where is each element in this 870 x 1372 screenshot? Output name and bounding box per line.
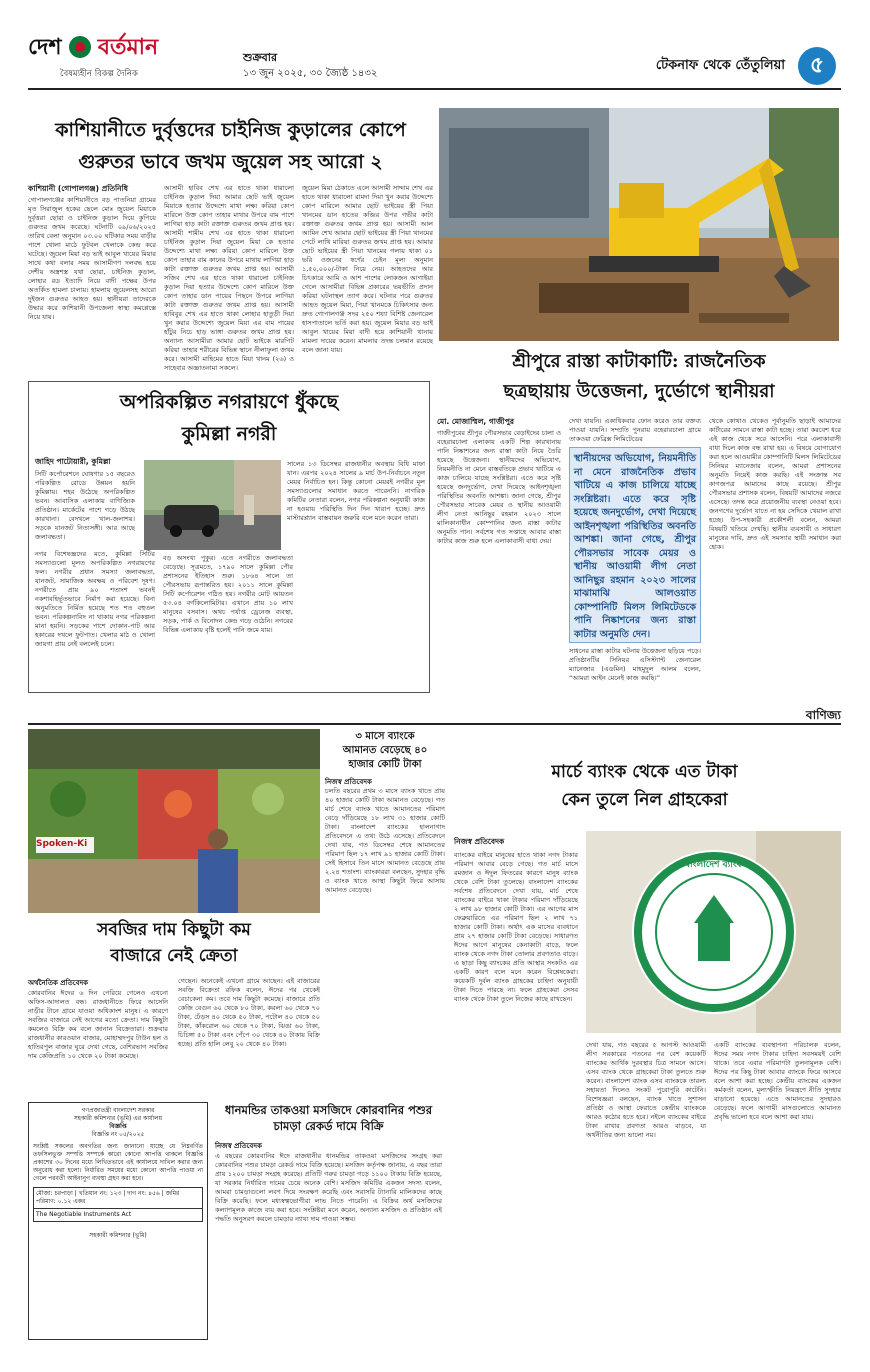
masthead-divider xyxy=(28,88,841,90)
public-notice xyxy=(28,1102,208,1340)
headline-line1: অপরিকল্পিত নগরায়ণে ধুঁকছে xyxy=(119,391,339,413)
body: এ বছরের কোরবানির ঈদে রাজধানীর ধানমন্ডির তাকওয়া মসজিদের সংগ্রহ করা কোরবানির পশুর চামড়া রেকর্ড দামে বিক্রি হয়েছে। মসজিদ কর্তৃপক্ষ জানায়, এ বছর তারা প্রায় ১২০০ চামড়া সংগ্রহ করেছে। প্রতিটি গরুর চামড়া গড়ে ১১০০ টাকায় বিক্রি হয়েছে, যা সরকার নির্ধারিত দামের চেয়ে অনেক বেশি। মসজিদ কমিটির একজন সদস্য বলেন, আমরা চামড়াগুলো লবণ দিয়ে সংরক্ষণ করেছি এবং সরাসরি ট্যানারি মালিকদের কাছে বিক্রি করেছি। ফলে মধ্যস্বত্বভোগীরা লাভ নিতে পারেনি। এ বিক্রির অর্থ মসজিদের কল্যাণমূলক কাজে ব্যয় করা হবে। সংশ্লিষ্টরা মনে করেন, অন্যান্য মসজিদ ও প্রতিষ্ঠান এই পদ্ধতি অনুসরণ করলে চামড়ার ন্যায্য দাম পাওয়া সম্ভব। xyxy=(215,1152,442,1223)
issue-date: ১৩ জুন ২০২৫, ৩০ জ্যৈষ্ঠ ১৪৩২ xyxy=(243,68,378,79)
notice-table xyxy=(33,1187,203,1222)
byline: অর্থনৈতিক প্রতিবেদক xyxy=(28,979,89,987)
tagline: বৈষম্যহীন বিকল্প দৈনিক xyxy=(60,69,138,79)
headline-line1: মার্চে ব্যাংক থেকে এত টাকা xyxy=(551,762,738,782)
notice-line-2: সহকারী কমিশনার (ভূমি) এর কার্যালয় xyxy=(73,1115,163,1122)
notice-table-row: মৌজা: চরপাড়া | খতিয়ান নং: ১২৩ | দাগ নং: ৪৫৬ | জমির পরিমাণ: ০.১২ একর xyxy=(34,1188,202,1209)
story-comilla xyxy=(28,381,430,693)
notice-table-row: The Negotiable Instruments Act xyxy=(36,1211,132,1218)
notice-line-1: গণপ্রজাতন্ত্রী বাংলাদেশ সরকার xyxy=(81,1107,155,1114)
vegetable-market-scene xyxy=(28,729,320,913)
market-photo xyxy=(28,729,320,913)
page-number-badge xyxy=(798,47,836,85)
shop-signboard: Spoken-Ki xyxy=(36,839,88,849)
section-title: টেকনাফ থেকে তেঁতুলিয়া xyxy=(655,58,785,73)
column-2: বড় অসংখ্য পুকুর। এতে নগরীতে জলাবদ্ধতা বেড়েছে। সূত্রমতে, ১৭৯০ সালে কুমিল্লা পৌর প্রশাসনের ইতিহাস শুরু। ১৮৬৪ সালে তা পৌরসভায় রূপান্তরিত হয়। ২০১১ সালে কুমিল্লা সিটি কর্পোরেশন গঠিত হয়। নগরীর মোট আয়তন ৫৩.০৪ বর্গকিলোমিটার। এখানে প্রায় ১০ লাখ মানুষের বসবাস। অথচ পর্যাপ্ত ড্রেনেজ ব্যবস্থা, সড়ক, পার্ক ও বিনোদন কেন্দ্র গড়ে ওঠেনি। নগরের বিভিন্ন এলাকায় বৃষ্টি হলেই পানি জমে যায়। xyxy=(163,554,293,634)
headline-line1: ৩ মাসে ব্যাংকে xyxy=(355,731,415,742)
headline-line2: বাজারে নেই ক্রেতা xyxy=(110,946,238,966)
headline: ধানমন্ডির তাকওয়া মসজিদে কোরবানির পশুর চামড়া রেকর্ড দামে বিক্রি xyxy=(224,1103,433,1133)
headline-line2: কেন তুলে নিল গ্রাহকেরা xyxy=(561,790,728,810)
column-3: একটি ব্যাংকের ব্যবস্থাপনা পরিচালক বলেন, ঈদের সময় নগদ টাকার চাহিদা সবসময়ই বেশি থাকে। তবে এবার পরিমাণটা তুলনামূলক বেশি। ঈদের পর কিছু টাকা আবার ব্যাংকে ফিরে আসবে বলে আশা করা হচ্ছে। কেন্দ্রীয় ব্যাংকের একজন কর্মকর্তা বলেন, মূল্যস্ফীতি নিয়ন্ত্রণে নীতি সুদহার বাড়ানো হয়েছে। এতে আমানতের সুদহারও বেড়েছে। ফলে আগামী মাসগুলোতে আমানত প্রবৃদ্ধি ভালো হবে বলে আশা করা যায়। xyxy=(714,1041,841,1121)
pullquote-box xyxy=(569,447,701,643)
notice-line-3: বিজ্ঞপ্তি xyxy=(109,1123,127,1130)
headline-line2: কুমিল্লা নগরী xyxy=(181,423,277,445)
section-label: বাণিজ্য xyxy=(805,708,841,722)
notice-line-4: বিজ্ঞপ্তি নং ০৫/২০২৫ xyxy=(91,1131,145,1138)
column-2: আসামী হাবিব শেখ এর হাতে থাকা ধারালো চাইনিজ কুড়াল দিয়া আমার ছোট ভাই জুয়েল মিয়াকে হত্যার উদ্দেশ্যে মাথা লক্ষ্য করিয়া কোপ মারিলে উক্ত কোপ তাহার মাথার উপরে বাম পাশে লাগিয়া হাড় কাটা রক্তাক্ত গুরুতর জখম প্রাপ্ত হয়। আসামী শামীম শেখ এর হাতে থাকা ধারালো চাইনিজ কুড়াল দিয়া জুয়েল মিয়া কে হত্যার উদ্দেশ্যে মাথা লক্ষ্য করিয়া কোপ মারিলে উক্ত কোপ তাহার বাম কানের উপরে মাথায় লাগিয়া হাড় কাটা রক্তাক্ত গুরুতর জখম প্রাপ্ত হয়। আসামী সজিব শেখ এর হাতে থাকা ধারালো চাইনিজ কুড়াল দিয়া হত্যার উদ্দেশ্যে কোপ মারিলে উক্ত কোপ তাহার ডান পায়ের পিছনে উপরে লাগিয়া কাটা রক্তাক্ত গুরুতর জখম প্রাপ্ত হয়। আসামী হাবিবুর শেখ এর হাতে থাকা লোহার হাতুড়ী দিয়া খুন করার উদ্দেশ্যে জুয়েল মিয়া এর বাম পায়ের হাঁটুর নিচে হাড় ভাঙ্গা গুরুতর জখম প্রাপ্ত হয়। অন্যান্য আসামীরা আমার ছোট ভাইকে মারপিট করিয়া তাহার শরীরের বিভিন্ন স্থানে নীলাফুলা জখম করে। আসামী মাহিমের হাতে মিয়া খানম (২৬) ও সাহেবার অজ্ঞাতনামা সকলে। xyxy=(164,184,294,372)
story-bank-withdrawal xyxy=(448,729,841,1370)
story-vegetable xyxy=(28,913,320,1093)
column-1-bottom: নগর বিশেষজ্ঞদের মতে, কুমিল্লা সিটির সমস্যাগুলো মূলত অপরিকল্পিত নগরায়ণের ফল। নগরীর প্রধান সমস্যা জলাবদ্ধতা, যানজট, সামাজিক অবক্ষয় ও পরিবেশ দূষণ। নগরীতে প্রায় ৯০ শতাংশ ভবনই নকশাবহির্ভূতভাবে নির্মাণ করা হয়েছে। বিনা অনুমতিতে নির্মিত হয়েছে শত শত বহুতল ভবন। পরিকল্পনাবিদ না থাকায় নগর পরিকল্পনা মানা হয়নি। সড়কের পাশে দোকান-পাট আর হকারের দখলে ফুটপাত। খেলার মাঠ ও খোলা জায়গা প্রায় নেই বললেই চলে। xyxy=(35,550,155,648)
headline-line2: ছত্রছায়ায় উত্তেজনা, দুর্ভোগে স্থানীয়রা xyxy=(503,381,775,402)
brand-left: দেশ xyxy=(28,34,62,60)
headline-line1: কাশিয়ানীতে দুর্বৃত্তদের চাইনিজ কুড়ালের কোপে xyxy=(55,119,406,141)
byline: নিজস্ব প্রতিবেদক xyxy=(325,778,372,786)
bank-logo-label: বাংলাদেশ ব্যাংক xyxy=(684,860,743,870)
column-1: গোপালগঞ্জের কাশিয়ানীতে বড় পাতনিয়া গ্রামের মৃত সিরাজুল হকের ছেলে মোঃ জুয়েল মিয়াকে দুর্বৃত্তরা ছোরা ও চাইনিজ কুড়াল দিয়ে কুপিয়ে গুরুতর জখম করেছে। ঘটনাটি ০৯/০৬/২০২৫ তারিখ বেলা অনুমান ০৩.০০ ঘটিকার সময় বাড়ীর পাশে খোলা মাঠে ফুটবল খেলাকে কেন্দ্র করে ঘটেছে। জুয়েল মিয়া বড় ভাই আবুল খায়ের মিয়ার সাথে কথা বলার সময় আসামীগণ দলবদ্ধ হয়ে দেশীয় অস্ত্রশস্ত্র যথা ছোরা, চাইনিজ কুড়াল, লোহার রড ইত্যাদি নিয়ে বাদী পক্ষের উপর অতর্কিত হামলা চালায়। হামলায় জুয়েলসহ আরো দুইজন গুরুতর আহত হয়। স্থানীয়রা তাদেরকে উদ্ধার করে কাশিয়ানী উপজেলা স্বাস্থ্য কমপ্লেক্সে নিয়ে যায়। xyxy=(28,196,156,321)
comilla-street-scene xyxy=(144,460,281,550)
excavator-scene xyxy=(439,108,839,341)
body: চলতি বছরের প্রথম ৩ মাসে ব্যাংক খাতে প্রায় ৪০ হাজার কোটি টাকা আমানত বেড়েছে। গত মার্চ শেষে ব্যাংক খাতে আমানতের পরিমাণ বেড়ে দাঁড়িয়েছে ১৮ লাখ ৩১ হাজার কোটি টাকা। বাংলাদেশ ব্যাংকের হালনাগাদ প্রতিবেদনে এ তথ্য উঠে এসেছে। প্রতিবেদনে দেখা যায়, গত ডিসেম্বর শেষে আমানতের পরিমাণ ছিল ১৭ লাখ ৯১ হাজার কোটি টাকা। সেই হিসাবে তিন মাসে আমানত বেড়েছে প্রায় ২.২৪ শতাংশ। ব্যাংকাররা বলছেন, সুদহার বৃদ্ধি ও ব্যাংক খাতে আস্থা কিছুটা ফিরে আসায় আমানত বেড়েছে। xyxy=(325,787,445,894)
pullquote: স্থানীয়দের অভিযোগ, নিয়মনীতি না মেনে রাজনৈতিক প্রভাব খাটিয়ে এ কাজ চালিয়ে যাচ্ছে সংশ্লিষ্টরা। এতে করে সৃষ্টি হয়েছে জনদুর্ভোগ, দেখা দিয়েছে আইনশৃঙ্খলা পরিস্থিতির অবনতি আশঙ্কা। জানা গেছে, শ্রীপুর পৌরসভার সাবেক মেয়র ও স্থানীয় আওয়ামী লীগ নেতা আনিছুর রহমান ২০২৩ সালের মাঝামাঝি আলওয়াত কোম্পানিটি মিলস লিমিটেডকে পানি নিষ্কাশনের জন্য রাস্তা কাটার অনুমতি দেন। xyxy=(574,453,696,640)
column-1: গাজীপুরের শ্রীপুর পৌরসভার বেড়াইদের চালা ও বহেরারচালা এলাকায় একটি শিল্প কারখানায় পানি নিষ্কাশনের জন্য রাস্তা কাটা নিয়ে তৈরি হয়েছে উত্তেজনা। স্থানীয়দের অভিযোগ, নিয়মনীতি না মেনে বাস্তবতিকে প্রভাব খাটিয়ে এ কাজ চালিয়ে যাচ্ছে সংশ্লিষ্টরা। এতে করে সৃষ্টি হয়েছে জনদুর্ভোগ, দেখা দিয়েছে আইনশৃঙ্খলা পরিস্থিতির অবনতি আশঙ্কা। জানা গেছে, শ্রীপুর পৌরসভার সাবেক মেয়র ও স্থানীয় আওয়ামী লীগ নেতা আনিছুর রহমান ২০২৩ সালে মালিকানাধীন কোম্পানির জন্য রাস্তা কাটার অনুমতি পান। সর্বশেষ গত সপ্তাহে আবার রাস্তা কাটার কাজ শুরু হলে এলাকাবাসী বাধা দেয়। xyxy=(437,429,561,545)
column-2-top: দেখা যায়নি। একাধিকবার ফোন করেও তার বক্তব্য পাওয়া যায়নি। সম্প্রতি পুনরায় বহেরারচালা গ্রামে তাকওয়া ফেব্রিক্স লিমিটেডের xyxy=(569,417,701,443)
emblem-icon xyxy=(69,36,91,58)
byline: নিজস্ব প্রতিবেদক xyxy=(454,837,505,846)
column-1: সিটি কর্পোরেশনে ঘোষণার ১৫ বছরেও পরিকল্পিত রোডে উন্নয়ন হয়নি কুমিল্লায়। শহর উঠেছে অপরিকল্পিত ভবন। আবাসিক এলাকায় বাণিজ্যিক প্রতিষ্ঠান। মার্কেটের পাশে গড়ে উঠছে কারখানা। বেদখলে খাল-জলাশয়। সড়কে যানজট নিত্যসঙ্গী। আর আছে জলাবদ্ধতা। xyxy=(35,470,135,541)
column-3: সালের ১৩ ডিসেম্বর রাজধানীর অবস্থায় বিধি মাফা যান। এরপর ২০২৪ সালের ৯ মার্চ উপ-নির্বাচনে নতুন মেয়র নির্বাচিত হন। কিন্তু কোনো মেয়রই নগরীর মূল সমস্যাগুলোর সমাধান করতে পারেননি। নাগরিক কমিটির নেতারা বলেন, নগর পরিকল্পনা অনুযায়ী কাজ না হওয়ায় পরিস্থিতি দিন দিন খারাপ হচ্ছে। দ্রুত মাস্টারপ্ল্যান বাস্তবায়ন জরুরি বলে মনে করেন তারা। xyxy=(287,460,425,522)
story-deposit xyxy=(325,729,445,1013)
column-2-bottom: সাধনের রাস্তা কাটার ঘটনায় উত্তেজনা ছড়িয়ে পড়ে। প্রতিষ্ঠানটির সিনিয়র এসিস্ট্যান্ট জেনারেল ম্যানেজার (এডমিন) মাহমুদুল আলম বলেন, “আমরা আইন মেনেই কাজ করছি।” xyxy=(569,647,701,682)
column-1: ব্যাংকের বাইরে মানুষের হাতে থাকা নগদ টাকার পরিমাণ আবার বেড়ে গেছে। গত মার্চ মাসে রমজান ও ঈদুল ফিতরের কারণে মানুষ ব্যাংক থেকে বেশি টাকা তুলেছে। বাংলাদেশ ব্যাংকের সর্বশেষ প্রতিবেদনে দেখা যায়, মার্চ শেষে ব্যাংকের বাইরে থাকা টাকার পরিমাণ দাঁড়িয়েছে ২ লাখ ৯৮ হাজার কোটি টাকা। এর আগের মাস ফেব্রুয়ারিতে এর পরিমাণ ছিল ২ লাখ ৭১ হাজার কোটি টাকা। অর্থাৎ এক মাসের ব্যবধানে প্রায় ২৭ হাজার কোটি টাকা বেড়েছে। সাধারণত ঈদের আগে মানুষের কেনাকাটা বাড়ে, ফলে ব্যাংক থেকে নগদ টাকা তোলার প্রবণতাও বাড়ে। এ ছাড়া কিছু ব্যাংকের প্রতি আস্থার সংকটও এর একটি কারণ বলে মনে করেন বিশ্লেষকেরা। কয়েকটি দুর্বল ব্যাংক গ্রাহকের চাহিদা অনুযায়ী টাকা দিতে পারছে না। ফলে গ্রাহকেরা সেসব ব্যাংক থেকে টাকা তুলে নিজের কাছে রাখছেন। xyxy=(454,851,578,1003)
issue-day: শুক্রবার xyxy=(243,51,278,64)
byline: মো. মোজাম্মিল, গাজীপুর xyxy=(437,417,515,426)
column-2: গেছেন। অনেকেই এখনো গ্রামে আছেন। এই বাজারের সবজি বিক্রেতা রফিক বলেন, ঈদের পর থেকেই বেচাকেনা কম। তবে দাম কিছুটা কমেছে। বাজারে প্রতি কেজি বেগুন ৬০ থেকে ৮০ টাকা, করলা ৬০ থেকে ৭০ টাকা, ঢেঁড়স ৪০ থেকে ৫০ টাকা, পটোল ৪০ থেকে ৫০ টাকা, কাঁকরোল ৬০ থেকে ৭০ টাকা, ঝিঙা ৬০ টাকা, চিচিঙ্গা ৫০ টাকা এবং পেঁপে ৩০ থেকে ৪০ টাকায় বিক্রি হচ্ছে। প্রতি হালি লেবু ২০ থেকে ৪০ টাকা। xyxy=(178,977,320,1048)
column-1: কোরবানির ঈদের ৬ দিন পেরিয়ে গেলেও এখনো অফিস-আদালত বন্ধ। রাজধানীতে ফিরে আসেনি নাড়ীর টানে গ্রামে যাওয়া অধিকাংশ মানুষ। এ কারণে সবজির বাজারে নেই আগের মতো ক্রেতা। দাম কিছুটা কমলেও বিক্রি কম বলে জানান বিক্রেতারা। শুক্রবার রাজধানীর কারওয়ান বাজার, মোহাম্মদপুর টাউন হল ও হাতিরপুল বাজার ঘুরে দেখা গেছে, বেশিরভাগ সবজির দাম কেজিপ্রতি ১০ থেকে ২০ টাকা কমেছে। xyxy=(28,989,168,1060)
notice-signature: সহকারী কমিশনার (ভূমি) xyxy=(89,1232,147,1239)
headline-line2: গুরুতর ভাবে জখম জুয়েল সহ আরো ২ xyxy=(78,151,383,173)
headline-line2: আমানত বেড়েছে ৪০ xyxy=(342,745,428,756)
headline-line1: শ্রীপুরে রাস্তা কাটাকাটি: রাজনৈতিক xyxy=(512,351,766,372)
column-2: দেখা যায়, গত বছরের ৫ আগস্ট আওয়ামী লীগ সরকারের পতনের পর বেশ কয়েকটি ব্যাংকের আর্থিক দুরবস্থার চিত্র সামনে আসে। এসব ব্যাংক থেকে গ্রাহকেরা টাকা তুলতে শুরু করেন। বাংলাদেশ ব্যাংক এসব ব্যাংককে তারল্য সহায়তা দিলেও সংকট পুরোপুরি কাটেনি। বিশেষজ্ঞরা বলছেন, ব্যাংক খাতে সুশাসন প্রতিষ্ঠা ও আস্থা ফেরাতে কেন্দ্রীয় ব্যাংককে আরও কঠোর হতে হবে। নইলে ব্যাংকের বাইরে টাকা রাখার প্রবণতা আরও বাড়বে, যা অর্থনীতির জন্য ভালো নয়। xyxy=(586,1041,706,1139)
bank-logo-photo xyxy=(586,831,841,1033)
brand-right: বর্তমান xyxy=(97,34,159,60)
page-number: ৫ xyxy=(809,53,825,78)
masthead xyxy=(0,0,870,94)
section-divider xyxy=(28,703,841,725)
brand-logo xyxy=(28,30,228,64)
headline-line1: সবজির দাম কিছুটা কম xyxy=(97,920,251,940)
story-hide-sale xyxy=(215,1102,442,1370)
byline: কাশিয়ানী (গোপালগঞ্জ) প্রতিনিধি xyxy=(28,184,128,193)
story-kashiani xyxy=(28,98,433,372)
street-photo xyxy=(144,460,281,550)
byline: জাহিদ পাটোয়ারী, কুমিল্লা xyxy=(35,457,111,466)
column-3: জুয়েল মিয়া ঠেকাতে এলে আসামী সাদ্দাম শেখ এর হাতে থাকা ধারালো রামদা দিয়া খুন করার উদ্দেশ্যে কোপ মারিলে আমার ছোট ভাইয়ের স্ত্রী পিয়া খানমের ডান হাতের কব্জির উপর গভীর কাটা রক্তাক্ত গুরুতর জখম প্রাপ্ত হয়। আসামী আল আমিন শেখ আমার ছোট ভাইয়ের স্ত্রী পিয়া খানমের পেটে লাথি মারিয়া গুরুতর জখম প্রাপ্ত হয়। আমার ছোট ভাইয়ের স্ত্রী পিয়া খানমের গলায় থাকা ০১ ভরি ওজনের স্বর্ণের চেইন মূল্য অনুমান ১,৫০,০০০/-টাকা নিয়ে নেয়। আহতদের আর চিৎকারে আমি ও আশ পাশের লোকজন আগাইয়া গেলে আসামীরা বিভিন্ন প্রকারের ভয়ভীতি প্রদান করিয়া ঘটনাস্থল ত্যাগ করে। ঘটনার পরে গুরুতর আহত জুয়েল মিয়া, পিয়া খানমকে চিকিৎসার জন্য দ্রুত গোপালগঞ্জ সদর ২৫০ শয্যা বিশিষ্ট জেনারেল হাসপাতালে ভর্তি করা হয়। জুয়েল মিয়ার বড় ভাই আবুল খায়ের মিয়া বাদী হয়ে কাশিয়ানী থানায় মামলা দায়ের করেন। মামলার তদন্ত চলমান রয়েছে বলে জানা যায়। xyxy=(302,184,433,354)
column-3: থেকে কোথাও থেকেও পূর্বানুমতি ছাড়াই আমাদের কার্টারের সামনে রাস্তা কাটা হচ্ছে। তারা করবেশ ধরে এই কাজ থেকে সরে আসেনি। পরে এলাকাবাসী বাধা দিলে কাজ বন্ধ রাখা হয়। এ বিষয়ে যোগাযোগ করা হলে আওয়ামীর কোম্পানিটি মিলস লিমিটেডের সিনিয়র ম্যানেজার বলেন, আমরা প্রশাসনের অনুমতি নিয়েই কাজ করছি। এই সংক্রান্ত সব কাগজপত্র আমাদের কাছে রয়েছে। শ্রীপুর পৌরসভার প্রশাসক বলেন, বিষয়টি আমাদের নজরে এসেছে। তদন্ত করে প্রয়োজনীয় ব্যবস্থা নেওয়া হবে। জনগণের দুর্ভোগ যাতে না হয় সেদিকে খেয়াল রাখা হচ্ছে। উপ-সহকারী প্রকৌশলী বলেন, আমরা বিষয়টি খতিয়ে দেখছি। স্থানীয় ব্যবসায়ী ও সাধারণ মানুষের দাবি, দ্রুত এই সমস্যার স্থায়ী সমাধান করা হোক। xyxy=(709,417,841,551)
headline-line3: হাজার কোটি টাকা xyxy=(348,759,422,770)
byline: নিজস্ব প্রতিবেদক xyxy=(215,1142,262,1150)
notice-body: সংশ্লিষ্ট সকলের অবগতির জন্য জানানো যাচ্ছে যে নিম্নবর্ণিত তফসিলভুক্ত সম্পত্তি সম্পর্কে কারো কোনো আপত্তি থাকলে বিজ্ঞপ্তি প্রকাশের ৩০ দিনের মধ্যে লিখিতভাবে এই কার্যালয়ে দাখিল করার জন্য অনুরোধ করা হলো। নির্ধারিত সময়ের মধ্যে কোনো আপত্তি পাওয়া না গেলে পরবর্তী আইনানুগ ব্যবস্থা গ্রহণ করা হবে। xyxy=(33,1143,203,1182)
story-sreepur xyxy=(437,341,841,698)
excavator-photo xyxy=(439,108,839,341)
